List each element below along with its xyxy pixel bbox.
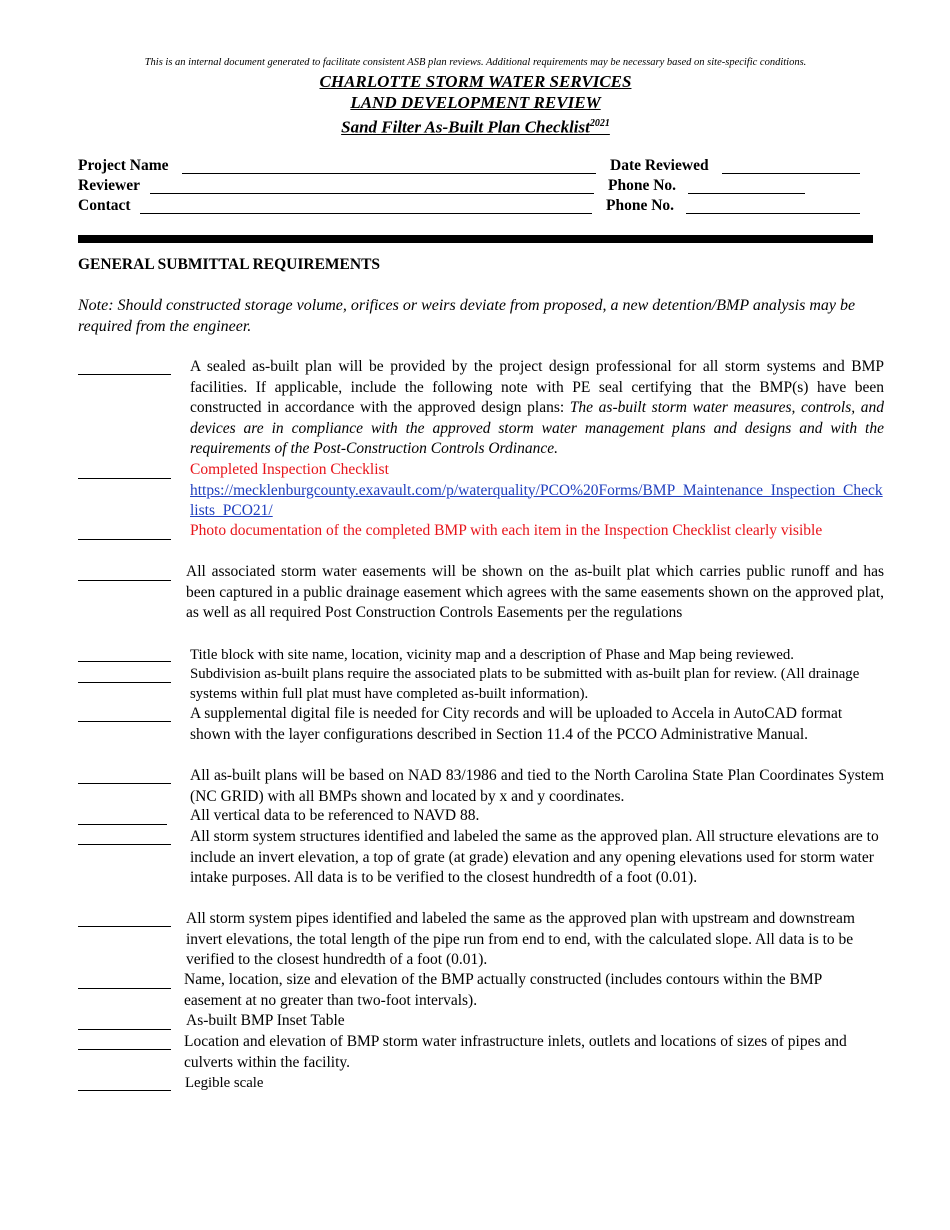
checklist-item-subdivision: Subdivision as-built plans require the associated plats to be submitted with as-built plan for review. (All drainage systems within full plat must have completed as-built information).: [190, 666, 860, 702]
header-document-title: [78, 113, 873, 138]
checklist-blank-1[interactable]: [78, 374, 171, 375]
section-note: Note: Should constructed storage volume, orifices or weirs deviate from proposed, a new detention/BMP analysis may be required from the engineer.: [78, 297, 856, 335]
checklist-item-navd88: All vertical data to be referenced to NAVD 88.: [190, 807, 480, 824]
checklist-item-infrastructure: Location and elevation of BMP storm water infrastructure inlets, outlets and locations of sizes of pipes and culverts within the facility.: [184, 1033, 847, 1071]
reviewer-label: Reviewer: [78, 177, 140, 194]
date-reviewed-field[interactable]: [722, 173, 860, 174]
project-name-field[interactable]: [182, 173, 596, 174]
sealed-plan-certification-note: The as-built storm water measures, controls, and devices are in compliance with the approved storm water management plans and designs and with the requirements of the Post-Construction Controls Ordinance.: [190, 399, 884, 457]
checklist-item-inset-table: As-built BMP Inset Table: [186, 1012, 345, 1029]
checklist-blank-15[interactable]: [78, 1090, 171, 1091]
section-title: GENERAL SUBMITTAL REQUIREMENTS: [78, 256, 381, 273]
checklist-blank-7[interactable]: [78, 721, 171, 722]
checklist-item-nad83: All as-built plans will be based on NAD 83/1986 and tied to the North Carolina State Plan Coordinates System (NC GRID) with all BMPs shown and located by x and y coordinates.: [190, 767, 884, 805]
checklist-item-pipes: All storm system pipes identified and labeled the same as the approved plan with upstream and downstream invert elevations, the total length of the pipe run from end to end, with the calculated slope. All data is to be verified to the closest hundredth of a foot (0.01).: [186, 910, 855, 968]
header-agency: CHARLOTTE STORM WATER SERVICES: [319, 72, 632, 91]
checklist-blank-6[interactable]: [78, 682, 171, 683]
checklist-item-digital-file: A supplemental digital file is needed for City records and will be uploaded to Accela in AutoCAD format shown with the layer configurations described in Section 11.4 of the PCCO Administrative Manual.: [190, 705, 843, 743]
checklist-blank-4[interactable]: [78, 580, 171, 581]
contact-field[interactable]: [140, 213, 592, 214]
checklist-blank-2[interactable]: [78, 478, 171, 479]
checklist-item-sealed-plan: [190, 357, 884, 460]
checklist-blank-10[interactable]: [78, 844, 171, 845]
checklist-blank-8[interactable]: [78, 783, 171, 784]
checklist-blank-5[interactable]: [78, 661, 171, 662]
reviewer-field[interactable]: [150, 193, 594, 194]
reviewer-phone-label: Phone No.: [608, 177, 677, 194]
checklist-blank-9[interactable]: [78, 824, 167, 825]
reviewer-phone-field[interactable]: [688, 193, 805, 194]
section-divider: [78, 235, 873, 243]
checklist-blank-13[interactable]: [78, 1029, 171, 1030]
contact-label: Contact: [78, 197, 131, 214]
checklist-item-bmp-constructed: Name, location, size and elevation of the BMP actually constructed (includes contours within the BMP easement at no greater than two-foot intervals).: [184, 971, 822, 1009]
project-name-label: Project Name: [78, 157, 169, 174]
checklist-blank-12[interactable]: [78, 988, 171, 989]
checklist-blank-11[interactable]: [78, 926, 171, 927]
checklist-item-photo-documentation: Photo documentation of the completed BMP with each item in the Inspection Checklist clearly visible: [190, 522, 823, 539]
header-department: LAND DEVELOPMENT REVIEW: [350, 93, 601, 112]
date-reviewed-label: Date Reviewed: [610, 157, 709, 174]
top-disclaimer: This is an internal document generated to facilitate consistent ASB plan reviews. Additional requirements may be necessary based on site-specific conditions.: [144, 57, 807, 68]
checklist-item-inspection-checklist: [190, 460, 884, 522]
sealed-plan-text: A sealed as-built plan will be provided by the project design professional for all storm systems and BMP facilities. If applicable, include the following note with PE seal certifying that the BMP(s) have been constructed in accordance with the approved design plans:: [190, 358, 884, 416]
inspection-checklist-label: Completed Inspection Checklist: [190, 461, 389, 478]
contact-phone-label: Phone No.: [606, 197, 675, 214]
document-title-text: Sand Filter As-Built Plan Checklist: [341, 117, 590, 137]
inspection-checklist-link[interactable]: https://mecklenburgcounty.exavault.com/p/waterquality/PCO%20Forms/BMP_Maintenance_Inspection_Checklists_PCO21/: [190, 481, 883, 519]
checklist-blank-3[interactable]: [78, 539, 171, 540]
contact-phone-field[interactable]: [686, 213, 860, 214]
checklist-item-structures: All storm system structures identified and labeled the same as the approved plan. All structure elevations are to include an invert elevation, a top of grate (at grade) elevation and any opening elevations used for storm water intake purposes. All data is to be verified to the closest hundredth of a foot (0.01).: [190, 828, 879, 886]
checklist-item-easements: All associated storm water easements will be shown on the as-built plat which carries public runoff and has been captured in a public drainage easement which agrees with the same easements shown on the approved plat, as well as all required Post Construction Controls Easements per the regulations: [186, 563, 884, 621]
checklist-blank-14[interactable]: [78, 1049, 171, 1050]
checklist-item-legible-scale: Legible scale: [185, 1075, 264, 1091]
document-title-year: 2021: [589, 118, 610, 129]
checklist-item-title-block: Title block with site name, location, vicinity map and a description of Phase and Map being reviewed.: [190, 647, 794, 663]
